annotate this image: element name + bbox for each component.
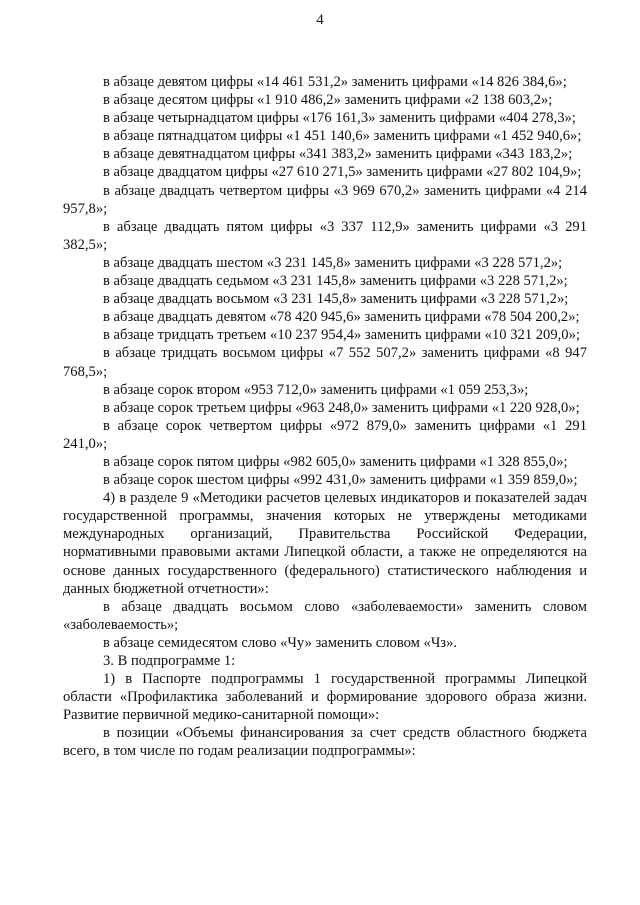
page-number: 4 [316, 12, 324, 28]
paragraph: в абзаце десятом цифры «1 910 486,2» заменить цифрами «2 138 603,2»; [103, 92, 553, 109]
paragraph: 1) в Паспорте подпрограммы 1 государственной программы Липецкой области «Профилактика заболеваний и формирование здорового образа жизни. Развитие первичной медико-санитарной помощи»: [63, 671, 587, 724]
paragraph: в абзаце сорок шестом цифры «992 431,0» заменить цифрами «1 359 859,0»; [103, 472, 578, 489]
paragraph: 3. В подпрограмме 1: [103, 653, 236, 669]
paragraph: в абзаце двадцать восьмом «3 231 145,8» заменить цифрами «3 228 571,2»; [103, 291, 569, 308]
document-body [63, 73, 587, 761]
paragraph: в абзаце двадцать восьмом слово «заболеваемости» заменить словом «заболеваемость»; [63, 598, 587, 633]
paragraph: в абзаце двадцать девятом «78 420 945,6» заменить цифрами «78 504 200,2»; [103, 309, 580, 326]
paragraph: 4) в разделе 9 «Методики расчетов целевых индикаторов и показателей задач государственной программы, значения которых не утверждены методиками международных организаций, Правительства Российской Федерации, нормативными правовыми актами Липецкой области, а также не определяются на основе данных государственного (федерального) статистического наблюдения и данных бюджетной отчетности»: [63, 490, 587, 597]
paragraph: в абзаце пятнадцатом цифры «1 451 140,6» заменить цифрами «1 452 940,6»; [103, 128, 582, 145]
paragraph: в абзаце сорок пятом цифры «982 605,0» заменить цифрами «1 328 855,0»; [103, 453, 568, 470]
paragraph: в абзаце двадцать пятом цифры «3 337 112,9» заменить цифрами «3 291 382,5»; [63, 218, 587, 253]
paragraph: в абзаце девятом цифры «14 461 531,2» заменить цифрами «14 826 384,6»; [103, 74, 567, 90]
paragraph: в позиции «Объемы финансирования за счет средств областного бюджета всего, в том числе по годам реализации подпрограммы»: [63, 725, 587, 760]
paragraph: в абзаце двадцать шестом «3 231 145,8» заменить цифрами «3 228 571,2»; [103, 254, 563, 271]
paragraph: в абзаце тридцать восьмом цифры «7 552 507,2» заменить цифрами «8 947 768,5»; [63, 345, 587, 380]
paragraph: в абзаце тридцать третьем «10 237 954,4» заменить цифрами «10 321 209,0»; [103, 327, 580, 344]
paragraph: в абзаце сорок третьем цифры «963 248,0» заменить цифрами «1 220 928,0»; [103, 399, 580, 416]
paragraph: в абзаце семидесятом слово «Чу» заменить словом «Чз». [103, 634, 458, 651]
paragraph: в абзаце двадцать четвертом цифры «3 969 670,2» заменить цифрами «4 214 957,8»; [63, 182, 587, 217]
paragraph: в абзаце сорок четвертом цифры «972 879,0» заменить цифрами «1 291 241,0»; [63, 417, 587, 452]
paragraph: в абзаце четырнадцатом цифры «176 161,3» заменить цифрами «404 278,3»; [103, 110, 576, 127]
paragraph: в абзаце девятнадцатом цифры «341 383,2» заменить цифрами «343 183,2»; [103, 146, 573, 163]
paragraph: в абзаце двадцатом цифры «27 610 271,5» заменить цифрами «27 802 104,9»; [103, 164, 582, 181]
paragraph: в абзаце двадцать седьмом «3 231 145,8» заменить цифрами «3 228 571,2»; [103, 273, 568, 290]
paragraph: в абзаце сорок втором «953 712,0» заменить цифрами «1 059 253,3»; [103, 381, 529, 398]
